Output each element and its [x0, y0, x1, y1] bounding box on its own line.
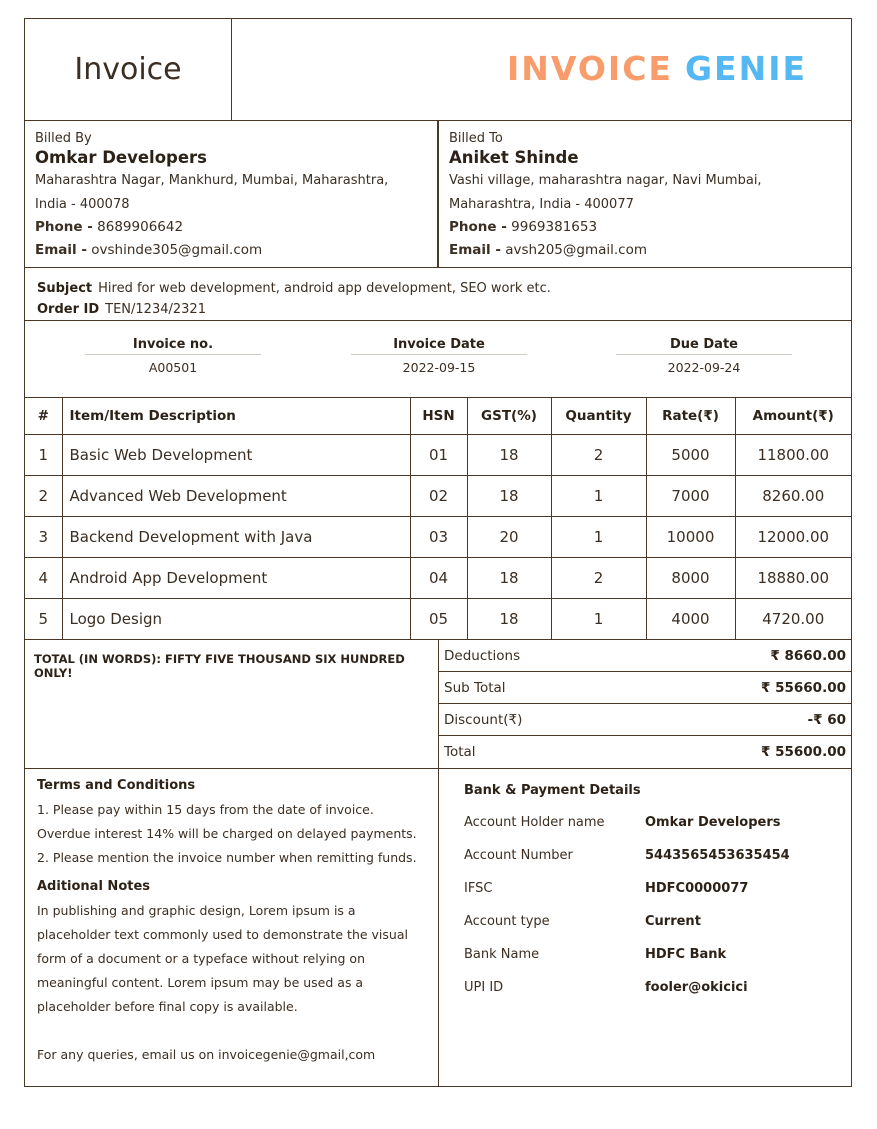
email-label: Email -: [35, 242, 87, 258]
bank-value: Omkar Developers: [645, 815, 781, 830]
due-date-field: [616, 337, 792, 375]
cell-number: 1: [25, 435, 62, 476]
invoice-genie-logo: [507, 49, 807, 88]
cell-description: Android App Development: [62, 558, 410, 599]
subject-value: Hired for web development, android app development, SEO work etc.: [98, 281, 551, 296]
cell-gst: 18: [467, 476, 551, 517]
total-in-words: TOTAL (IN WORDS): FIFTY FIVE THOUSAND SIX HUNDRED ONLY!: [25, 640, 439, 768]
deductions-row: [439, 640, 851, 672]
order-id-label: Order ID: [37, 302, 100, 317]
cell-description: Backend Development with Java: [62, 517, 410, 558]
cell-hsn: 01: [410, 435, 467, 476]
cell-quantity: 1: [551, 517, 646, 558]
col-header-description: Item/Item Description: [62, 398, 410, 435]
cell-number: 2: [25, 476, 62, 517]
cell-quantity: 1: [551, 476, 646, 517]
cell-gst: 18: [467, 599, 551, 640]
subject-label: Subject: [37, 281, 93, 296]
billed-to-email: [449, 239, 841, 262]
total-value: ₹ 55600.00: [761, 744, 846, 760]
bank-label: UPI ID: [464, 980, 504, 995]
col-header-hsn: HSN: [410, 398, 467, 435]
order-id-value: TEN/1234/2321: [105, 302, 206, 317]
discount-label: Discount(₹): [444, 711, 523, 728]
bank-row-upi-id: [464, 980, 826, 1013]
cell-quantity: 2: [551, 558, 646, 599]
cell-number: 3: [25, 517, 62, 558]
cell-rate: 10000: [646, 517, 735, 558]
table-header-row: [25, 398, 851, 435]
billed-by-address-line1: Maharashtra Nagar, Mankhurd, Mumbai, Maharashtra,: [35, 173, 389, 188]
cell-amount: 18880.00: [735, 558, 851, 599]
total-row: [439, 736, 851, 768]
cell-quantity: 2: [551, 435, 646, 476]
logo-text-genie: GENIE: [684, 49, 808, 88]
invoice-meta: [25, 321, 851, 397]
cell-number: 5: [25, 599, 62, 640]
billed-by-name: Omkar Developers: [35, 148, 207, 167]
cell-gst: 18: [467, 435, 551, 476]
col-header-rate: Rate(₹): [646, 398, 735, 435]
cell-number: 4: [25, 558, 62, 599]
table-row: [25, 476, 851, 517]
cell-rate: 5000: [646, 435, 735, 476]
col-header-gst: GST(%): [467, 398, 551, 435]
due-date-value: 2022-09-24: [667, 360, 741, 375]
billed-to-phone: [449, 216, 841, 239]
terms-title: Terms and Conditions: [37, 778, 196, 793]
phone-label: Phone -: [449, 219, 507, 235]
bank-label: IFSC: [464, 881, 493, 896]
logo-area: [232, 19, 852, 120]
billed-to-section: [439, 121, 851, 267]
bank-value: HDFC0000077: [645, 881, 749, 896]
table-row: [25, 558, 851, 599]
table-row: [25, 435, 851, 476]
bank-row-ifsc: [464, 881, 826, 914]
cell-hsn: 03: [410, 517, 467, 558]
cell-description: Advanced Web Development: [62, 476, 410, 517]
bank-row-account-holder: [464, 815, 826, 848]
phone-value: 9969381653: [511, 219, 598, 235]
cell-hsn: 04: [410, 558, 467, 599]
deductions-label: Deductions: [444, 647, 521, 664]
bank-details-section: [439, 769, 851, 1087]
subject-row: [37, 278, 839, 299]
bank-label: Account type: [464, 914, 550, 929]
terms-line-1: 1. Please pay within 15 days from the date of invoice.: [37, 802, 374, 817]
subtotal-row: [439, 672, 851, 704]
invoice-date-label: Invoice Date: [351, 337, 527, 355]
billed-by-phone: [35, 216, 427, 239]
totals-summary: [439, 640, 851, 768]
cell-gst: 20: [467, 517, 551, 558]
invoice-no-value: A00501: [148, 360, 198, 375]
invoice-date-field: [351, 337, 527, 375]
bank-label: Account Number: [464, 848, 573, 863]
cell-quantity: 1: [551, 599, 646, 640]
subject-section: [25, 268, 851, 320]
subtotal-label: Sub Total: [444, 679, 506, 696]
invoice-date-value: 2022-09-15: [402, 360, 476, 375]
billed-to-name: Aniket Shinde: [449, 148, 579, 167]
cell-rate: 8000: [646, 558, 735, 599]
billed-by-section: [25, 121, 439, 267]
col-header-quantity: Quantity: [551, 398, 646, 435]
discount-row: [439, 704, 851, 736]
table-row: [25, 517, 851, 558]
cell-hsn: 02: [410, 476, 467, 517]
bank-label: Account Holder name: [464, 815, 605, 830]
bank-value: Current: [645, 914, 701, 929]
cell-description: Basic Web Development: [62, 435, 410, 476]
bank-value: fooler@okicici: [645, 980, 748, 995]
subtotal-value: ₹ 55660.00: [761, 679, 846, 696]
billed-by-email: [35, 239, 427, 262]
cell-hsn: 05: [410, 599, 467, 640]
terms-line-2: Overdue interest 14% will be charged on delayed payments.: [37, 826, 417, 841]
order-id-row: [37, 299, 839, 320]
bank-row-account-type: [464, 914, 826, 947]
table-row: [25, 599, 851, 640]
terms-notes-section: [25, 769, 439, 1087]
cell-amount: 11800.00: [735, 435, 851, 476]
phone-value: 8689906642: [97, 219, 184, 235]
bank-value: HDFC Bank: [645, 947, 727, 962]
bank-label: Bank Name: [464, 947, 540, 962]
discount-value: -₹ 60: [807, 711, 846, 728]
cell-rate: 7000: [646, 476, 735, 517]
billed-to-label: Billed To: [449, 131, 503, 146]
phone-label: Phone -: [35, 219, 93, 235]
items-table: [25, 397, 851, 640]
deductions-value: ₹ 8660.00: [770, 647, 846, 664]
bank-value: 5443565453635454: [645, 848, 790, 863]
email-label: Email -: [449, 242, 501, 258]
notes-title: Aditional Notes: [37, 879, 151, 894]
billed-by-label: Billed By: [35, 131, 92, 146]
email-value: avsh205@gmail.com: [505, 242, 648, 258]
notes-body: In publishing and graphic design, Lorem ipsum is a placeholder text commonly used to demonstrate the visual form of a document or a typeface without relying on meaningful content. Lorem ipsum may be used as a placeholder before final copy is available.: [37, 903, 408, 1014]
billed-to-address-line2: Maharashtra, India - 400077: [449, 196, 634, 212]
invoice-title: Invoice: [25, 19, 232, 120]
logo-text-invoice: INVOICE: [507, 49, 673, 88]
cell-rate: 4000: [646, 599, 735, 640]
col-header-number: #: [25, 398, 62, 435]
bank-row-bank-name: [464, 947, 826, 980]
cell-gst: 18: [467, 558, 551, 599]
invoice-page: [24, 18, 852, 1087]
billed-by-address-line2: India - 400078: [35, 196, 130, 212]
invoice-no-field: [85, 337, 261, 375]
cell-amount: 12000.00: [735, 517, 851, 558]
billed-to-address-line1: Vashi village, maharashtra nagar, Navi Mumbai,: [449, 173, 762, 188]
bank-row-account-number: [464, 848, 826, 881]
bank-title: Bank & Payment Details: [464, 783, 641, 798]
due-date-label: Due Date: [616, 337, 792, 355]
cell-description: Logo Design: [62, 599, 410, 640]
col-header-amount: Amount(₹): [735, 398, 851, 435]
terms-line-3: 2. Please mention the invoice number when remitting funds.: [37, 850, 417, 865]
email-value: ovshinde305@gmail.com: [91, 242, 263, 258]
cell-amount: 8260.00: [735, 476, 851, 517]
total-label: Total: [444, 744, 476, 760]
cell-amount: 4720.00: [735, 599, 851, 640]
invoice-no-label: Invoice no.: [85, 337, 261, 355]
contact-line: For any queries, email us on invoicegenie@gmail,com: [37, 1047, 376, 1062]
